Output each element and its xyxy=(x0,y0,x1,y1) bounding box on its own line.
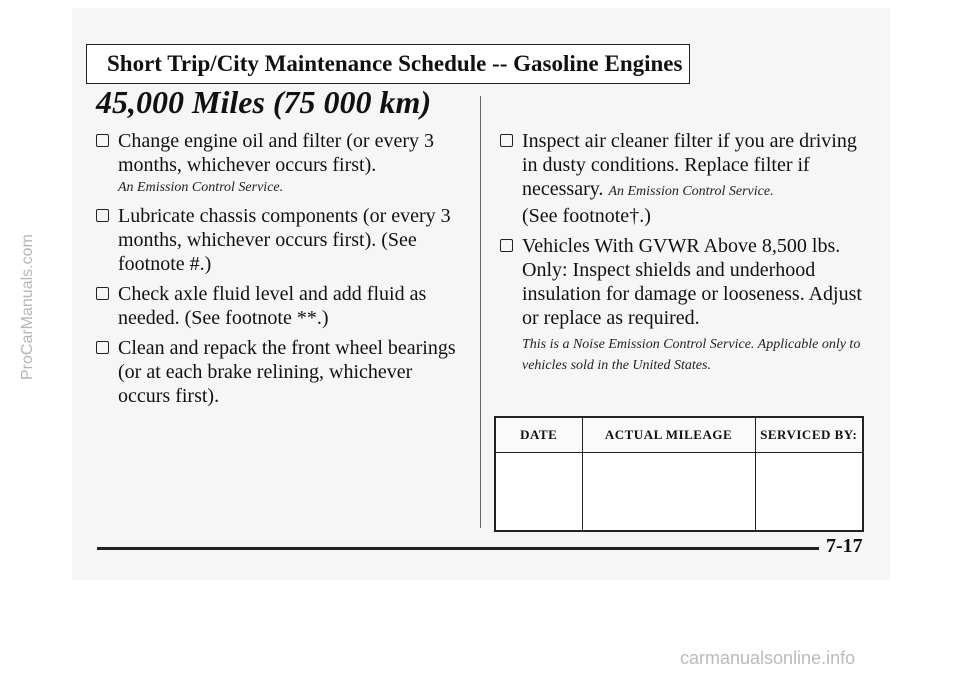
checklist-item xyxy=(88,336,468,408)
section-title: 45,000 Miles (75 000 km) xyxy=(96,84,432,120)
right-column xyxy=(492,129,872,382)
checklist-item xyxy=(492,129,872,228)
checklist-item xyxy=(492,234,872,376)
footer-rule xyxy=(97,547,819,550)
serviced-by-cell[interactable] xyxy=(755,453,863,532)
schedule-header-title: Short Trip/City Maintenance Schedule -- Gasoline Engines xyxy=(107,51,683,76)
table-header-serviced-by: SERVICED BY: xyxy=(755,417,863,453)
service-record-table xyxy=(494,416,864,532)
table-header-date: DATE xyxy=(495,417,582,453)
checklist-item xyxy=(88,282,468,330)
table-header-row xyxy=(495,417,863,453)
checklist-item-text: Change engine oil and filter (or every 3 months, whichever occurs first). xyxy=(118,130,434,176)
checklist-item-text: Inspect air cleaner filter if you are driving in dusty conditions. Replace filter if necessary. xyxy=(522,130,857,200)
left-column xyxy=(88,129,468,414)
schedule-header xyxy=(86,44,690,84)
table-row xyxy=(495,453,863,532)
checklist-item-text: Check axle fluid level and add fluid as needed. (See footnote **.) xyxy=(118,283,427,329)
checklist-item xyxy=(88,204,468,276)
site-footer-watermark: carmanualsonline.info xyxy=(680,648,856,668)
checkbox-icon xyxy=(96,134,109,147)
actual-mileage-cell[interactable] xyxy=(582,453,755,532)
checklist-item-note: This is a Noise Emission Control Service. Applicable only to vehicles sold in the United States. xyxy=(522,337,861,373)
checklist-item-note: An Emission Control Service. xyxy=(608,184,774,199)
checkbox-icon xyxy=(96,209,109,222)
checkbox-icon xyxy=(96,287,109,300)
checklist-item-footnote-ref: (See footnote†.) xyxy=(522,205,651,227)
watermark: ProCarManuals.com xyxy=(19,234,36,380)
date-cell[interactable] xyxy=(495,453,582,532)
page-number: 7-17 xyxy=(826,535,863,557)
table-header-actual-mileage: ACTUAL MILEAGE xyxy=(582,417,755,453)
checklist-item-text: Clean and repack the front wheel bearings (or at each brake relining, whichever occurs first). xyxy=(118,337,456,407)
checkbox-icon xyxy=(96,341,109,354)
checklist-item-text: Vehicles With GVWR Above 8,500 lbs. Only: Inspect shields and underhood insulation for damage or looseness. Adjust or replace as required. xyxy=(522,235,862,329)
column-divider xyxy=(480,96,481,528)
checklist-item-note: An Emission Control Service. xyxy=(118,180,284,195)
checkbox-icon xyxy=(500,239,513,252)
checkbox-icon xyxy=(500,134,513,147)
checklist-item xyxy=(88,129,468,198)
checklist-item-text: Lubricate chassis components (or every 3 months, whichever occurs first). (See footnote #.) xyxy=(118,205,451,275)
